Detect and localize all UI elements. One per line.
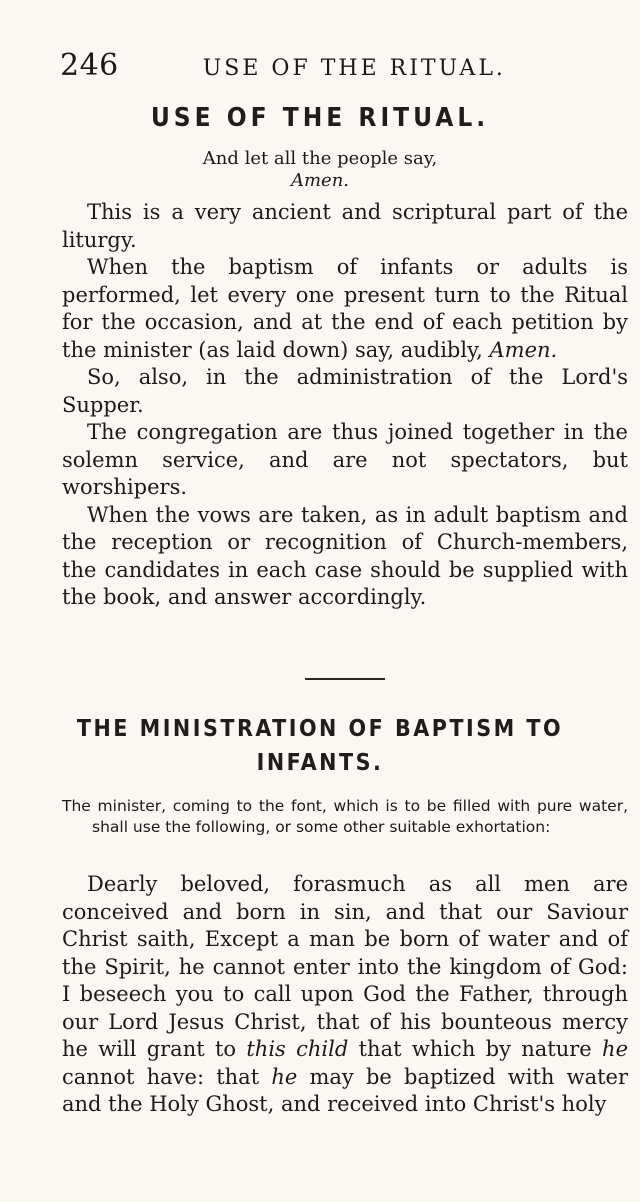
paragraph-ancient-liturgy: This is a very ancient and scriptural part of the liturgy. <box>62 200 628 252</box>
exhortation-part-4: may be baptized with water and the Holy Ghost, and received into Christ's holy <box>62 1064 628 1116</box>
exhortation-text <box>62 871 628 1119</box>
emphasis-this-child: this child <box>246 1037 349 1061</box>
paragraph-vows: When the vows are taken, as in adult baptism and the reception or recognition of Church-members, the candidates in each case should be supplied with the book, and answer accordingly. <box>62 502 628 609</box>
rubric-minister-instruction <box>62 796 628 838</box>
paragraph-lords-supper: So, also, in the administration of the Lord's Supper. <box>62 365 628 417</box>
heading-line-2: INFANTS. <box>256 750 384 776</box>
rubric-text: The minister, coming to the font, which is to be filled with pure water, shall use the following, or some other suitable exhortation: <box>62 797 628 836</box>
rubric-people-say: And let all the people say, <box>202 148 438 169</box>
section-heading-baptism-infants <box>0 712 640 780</box>
running-head <box>60 48 612 83</box>
paragraph-exhortation <box>62 871 628 1119</box>
amen-emphasis: Amen. <box>489 337 558 362</box>
exhortation-part-3: cannot have: that <box>62 1064 272 1089</box>
exhortation-part-2: that which by nature <box>348 1037 603 1061</box>
section-divider <box>305 678 385 680</box>
rubric-amen: Amen. <box>290 170 350 191</box>
heading-line-1: THE MINISTRATION OF BAPTISM TO <box>76 716 564 742</box>
ritual-usage-text <box>62 199 628 612</box>
exhortation-part-1: Dearly beloved, forasmuch as all men are conceived and born in sin, and that our Saviour Christ saith, Except a man be born of water and of the Spirit, he cannot enter into the kingdom of God: I beseech you to call upon God the Father, through our Lord Jesus Christ, that of his bounteous mercy he will grant to <box>62 872 628 1061</box>
emphasis-he-1: he <box>602 1037 628 1061</box>
page-number: 246 <box>60 48 119 83</box>
paragraph-baptism-text: When the baptism of infants or adults is performed, let every one present turn to the Ritual for the occasion, and at the end of each petition by the minister (as laid down) say, audibly, <box>62 255 628 362</box>
paragraph-baptism-amen <box>62 254 628 364</box>
emphasis-he-2: he <box>271 1064 298 1089</box>
paragraph-congregation: The congregation are thus joined together in the solemn service, and are not spectators, but worshipers. <box>62 420 628 499</box>
section-heading-use-of-ritual: USE OF THE RITUAL. <box>150 103 490 133</box>
running-title: USE OF THE RITUAL. <box>202 56 506 81</box>
